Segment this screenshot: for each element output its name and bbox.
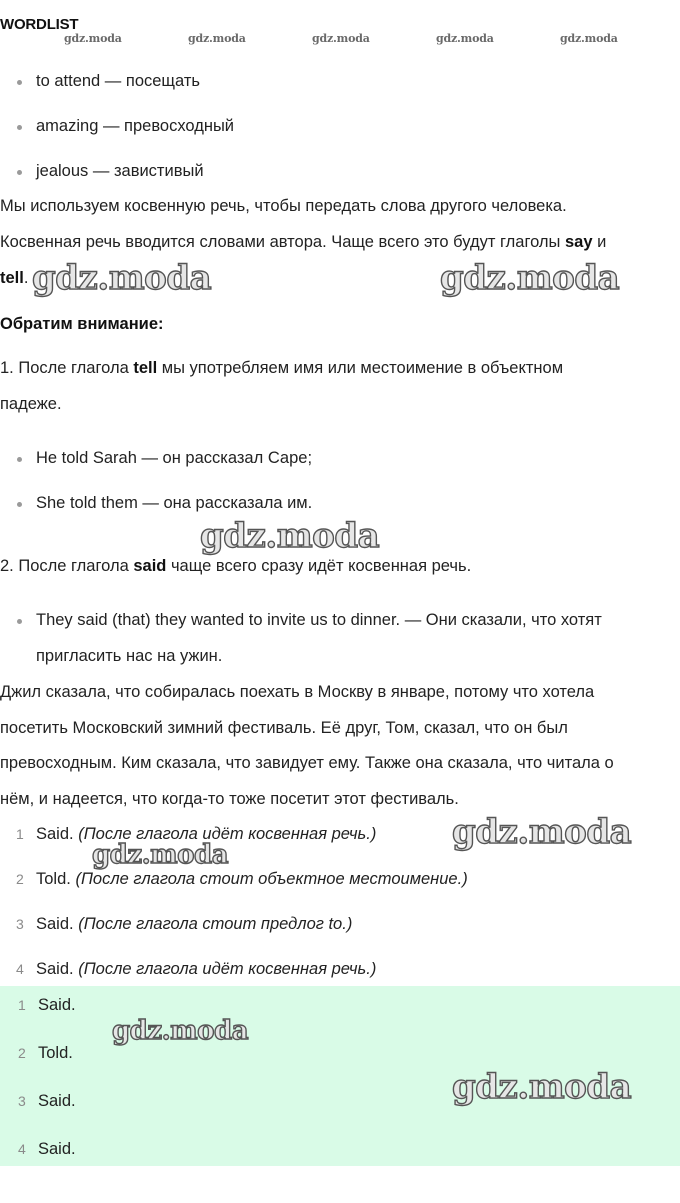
page: WORDLIST gdz.moda gdz.moda gdz.moda gdz.moda gdz.moda to attend — посещать amazing — превосходный jealous — завистивый Мы используем косвенную речь, чтобы передать слова другого человека. Косвенная речь вводится словами автора. Чаще всего это будут глаголы say и tell. gdz.moda gdz.moda Обратим внимание: 1. После глагола tell мы употребляем имя или местоимение в объектном падеже. He told Sarah — он рассказал Саре; She told them — она рассказала им. gdz.moda 2. После глагола said чаще всего сразу идёт косвенная речь. They said (that) they wanted to invite us to dinner. — Они сказали, что хотят пригласить нас на ужин. Джил сказала, что собиралась поехать в Москву в январе, потому что хотела посетить Московский зимний фестиваль. Её друг, Том, сказал, что он был превосходным. Ким сказала, что завидует ему. Также она сказала, что читала о нём, и надеется, что когда-то тоже посетит этот фестиваль. 1 Said. (После глагола идёт косвенная речь.) 2 Told. (После глагола стоит объектное местоимение.) 3 Said. (После глагола стоит предлог to.) 4 Said. (После глагола идёт косвенная речь.) gdz.moda gdz.moda 1 Said. 2 Told. 3 Said. 4 Said. gdz.moda gdz.moda: [0, 0, 680, 1203]
story-line: нём, и надеется, что когда-то тоже посетит этот фестиваль.: [0, 790, 459, 808]
watermark: gdz.moda: [312, 32, 370, 45]
bullet-dot: [17, 502, 22, 507]
list-item-continued: пригласить нас на ужин.: [36, 647, 223, 665]
watermark: gdz.moda: [112, 1016, 249, 1046]
story-line: превосходным. Ким сказала, что завидует ему. Также она сказала, что читала о: [0, 754, 614, 772]
list-item: to attend — посещать: [36, 72, 200, 90]
item-number: 1: [16, 826, 24, 842]
item-number: 4: [16, 961, 24, 977]
bullet-dot: [17, 619, 22, 624]
list-item: He told Sarah — он рассказал Саре;: [36, 449, 313, 467]
answer-box: 1 Said. 2 Told. 3 Said. 4 Said.: [0, 986, 680, 1166]
rule-1: 1. После глагола tell мы употребляем имя или местоимение в объектном: [0, 359, 564, 377]
story-line: Джил сказала, что собиралась поехать в Москву в январе, потому что хотела: [0, 683, 595, 701]
watermark: gdz.moda: [452, 1067, 632, 1107]
watermark: gdz.moda: [32, 258, 212, 298]
rule-2: 2. После глагола said чаще всего сразу идёт косвенная речь.: [0, 557, 472, 575]
list-item: jealous — завистивый: [36, 162, 204, 180]
bullet-dot: [17, 80, 22, 85]
watermark: gdz.moda: [92, 840, 229, 870]
wordlist-title: WORDLIST: [0, 16, 79, 33]
story-line: посетить Московский зимний фестиваль. Её друг, Том, сказал, что он был: [0, 719, 568, 737]
watermark: gdz.moda: [452, 812, 632, 852]
bullet-dot: [17, 457, 22, 462]
list-item: They said (that) they wanted to invite us to dinner. — Они сказали, что хотят: [36, 611, 602, 629]
intro-line: Мы используем косвенную речь, чтобы передать слова другого человека.: [0, 197, 567, 215]
item-number: 2: [16, 871, 24, 887]
item-number: 4: [18, 1141, 26, 1157]
rule-1-continued: падеже.: [0, 395, 62, 413]
intro-line: Косвенная речь вводится словами автора. Чаще всего это будут глаголы say и: [0, 233, 607, 251]
item-number: 1: [18, 997, 26, 1013]
watermark: gdz.moda: [64, 32, 122, 45]
watermark: gdz.moda: [560, 32, 618, 45]
watermark: gdz.moda: [200, 516, 380, 556]
watermark: gdz.moda: [188, 32, 246, 45]
intro-line: tell.: [0, 269, 29, 287]
bullet-dot: [17, 125, 22, 130]
notice-heading: Обратим внимание:: [0, 315, 164, 333]
item-number: 3: [18, 1093, 26, 1109]
watermark: gdz.moda: [436, 32, 494, 45]
bullet-dot: [17, 170, 22, 175]
item-number: 3: [16, 916, 24, 932]
watermark: gdz.moda: [440, 258, 620, 298]
list-item: amazing — превосходный: [36, 117, 235, 135]
list-item: She told them — она рассказала им.: [36, 494, 313, 512]
item-number: 2: [18, 1045, 26, 1061]
